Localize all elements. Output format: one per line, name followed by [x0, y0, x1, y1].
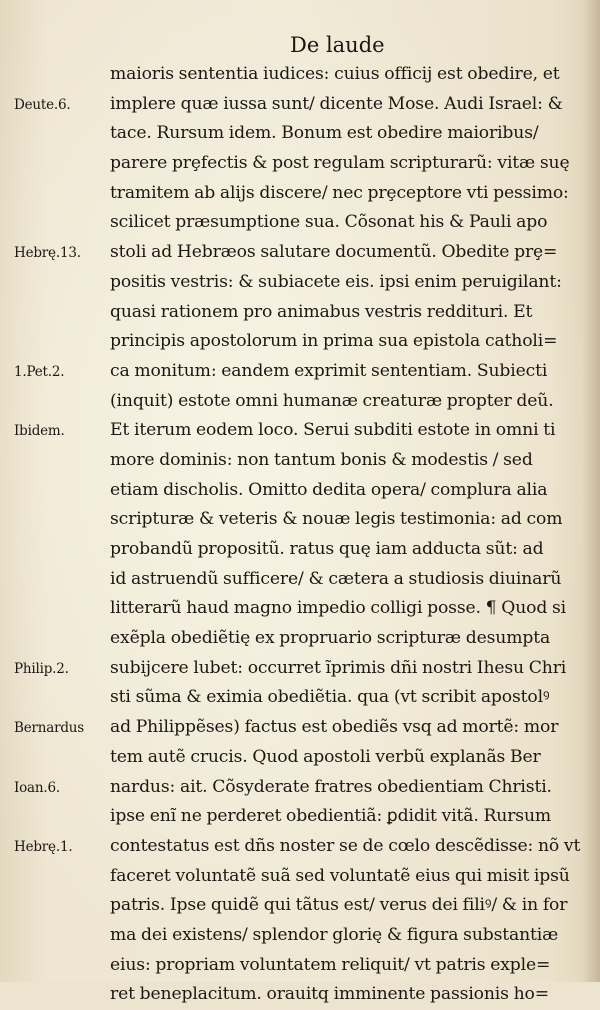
text-line: ad Philippẽses) factus est obediẽs vsq ad mortẽ: mor — [110, 717, 559, 738]
text-line: stoli ad Hebræos salutare documentũ. Obedite prȩ= — [110, 242, 558, 263]
text-line: ca monitum: eandem exprimit sententiam. Subiecti — [110, 360, 548, 381]
text-line: litterarũ haud magno impedio colligi posse. ¶ Quod si — [110, 598, 567, 619]
text-line: tace. Rursum idem. Bonum est obedire maioribus/ — [110, 123, 539, 144]
text-line: ma dei existens/ splendor glorię & figura substantiæ — [110, 924, 559, 945]
marginal-note: Hebrę.1. — [14, 839, 73, 856]
text-line: positis vestris: & subiacete eis. ipsi enim peruigilant: — [110, 271, 562, 292]
text-line: ipse enĩ ne perderet obedientiã: ꝑdidit vitã. Rursum — [110, 806, 552, 827]
main-text-block — [110, 60, 592, 1010]
marginal-note: Hebrę.13. — [14, 245, 81, 262]
marginal-note: Deute.6. — [14, 96, 71, 113]
text-line: more dominis: non tantum bonis & modestis / sed — [110, 449, 533, 470]
marginal-note: Ioan.6. — [14, 779, 60, 796]
text-line: scripturæ & veteris & nouæ legis testimonia: ad com — [110, 509, 563, 530]
text-line: scilicet præsumptione sua. Cõsonat his & Pauli apo — [110, 212, 548, 233]
text-line: patris. Ipse quidẽ qui tãtus est/ verus dei filiꝰ/ & in for — [110, 895, 568, 916]
running-head: De laude — [290, 33, 385, 57]
text-line: Et iterum eodem loco. Serui subditi estote in omni ti — [110, 420, 556, 441]
text-line: exẽpla obediẽtię ex propruario scripturæ desumpta — [110, 628, 551, 649]
text-line: maioris sententia iudices: cuius officij est obedire, et — [110, 64, 560, 84]
text-line: nardus: ait. Cõsyderate fratres obedientiam Christi. — [110, 776, 552, 797]
text-line: tem autẽ crucis. Quod apostoli verbũ explanãs Ber — [110, 746, 541, 767]
text-line: id astruendũ sufficere/ & cætera a studiosis diuinarũ — [110, 568, 562, 589]
text-line: tramitem ab alijs discere/ nec prȩceptore vti pessimo: — [110, 182, 569, 203]
text-line: principis apostolorum in prima sua epistola catholi= — [110, 331, 558, 352]
text-line: etiam discholis. Omitto dedita opera/ complura alia — [110, 479, 548, 500]
marginal-note: 1.Pet.2. — [14, 364, 65, 380]
text-line: contestatus est dñs noster se de cœlo descẽdisse: nõ vt — [110, 835, 581, 856]
text-line: quasi rationem pro animabus vestris reddituri. Et — [110, 301, 533, 322]
text-line: ret beneplacitum. orauitq imminente passionis ho= — [110, 984, 549, 1005]
marginal-note: Ibidem. — [14, 423, 65, 440]
text-line: faceret voluntatẽ suã sed voluntatẽ eius qui misit ipsũ — [110, 865, 570, 886]
marginal-note: Bernardus — [14, 720, 85, 737]
text-line: probandũ propositũ. ratus quę iam adducta sũt: ad — [110, 539, 544, 559]
marginal-notes — [0, 0, 110, 982]
text-line: parere prȩfectis & post regulam scripturarũ: vitæ suę — [110, 153, 570, 174]
text-line: eius: propriam voluntatem reliquit/ vt patris exple= — [110, 954, 551, 975]
marginal-note: Philip.2. — [14, 661, 69, 677]
text-line: sti sũma & eximia obediẽtia. qua (vt scribit apostolꝰ — [110, 687, 550, 708]
text-line: subijcere lubet: occurret ĩprimis dñi nostri Ihesu Chri — [110, 657, 567, 678]
text-line: implere quæ iussa sunt/ dicente Mose. Audi Israel: & — [110, 93, 563, 114]
text-line: (inquit) estote omni humanæ creaturæ propter deũ. — [110, 390, 554, 411]
